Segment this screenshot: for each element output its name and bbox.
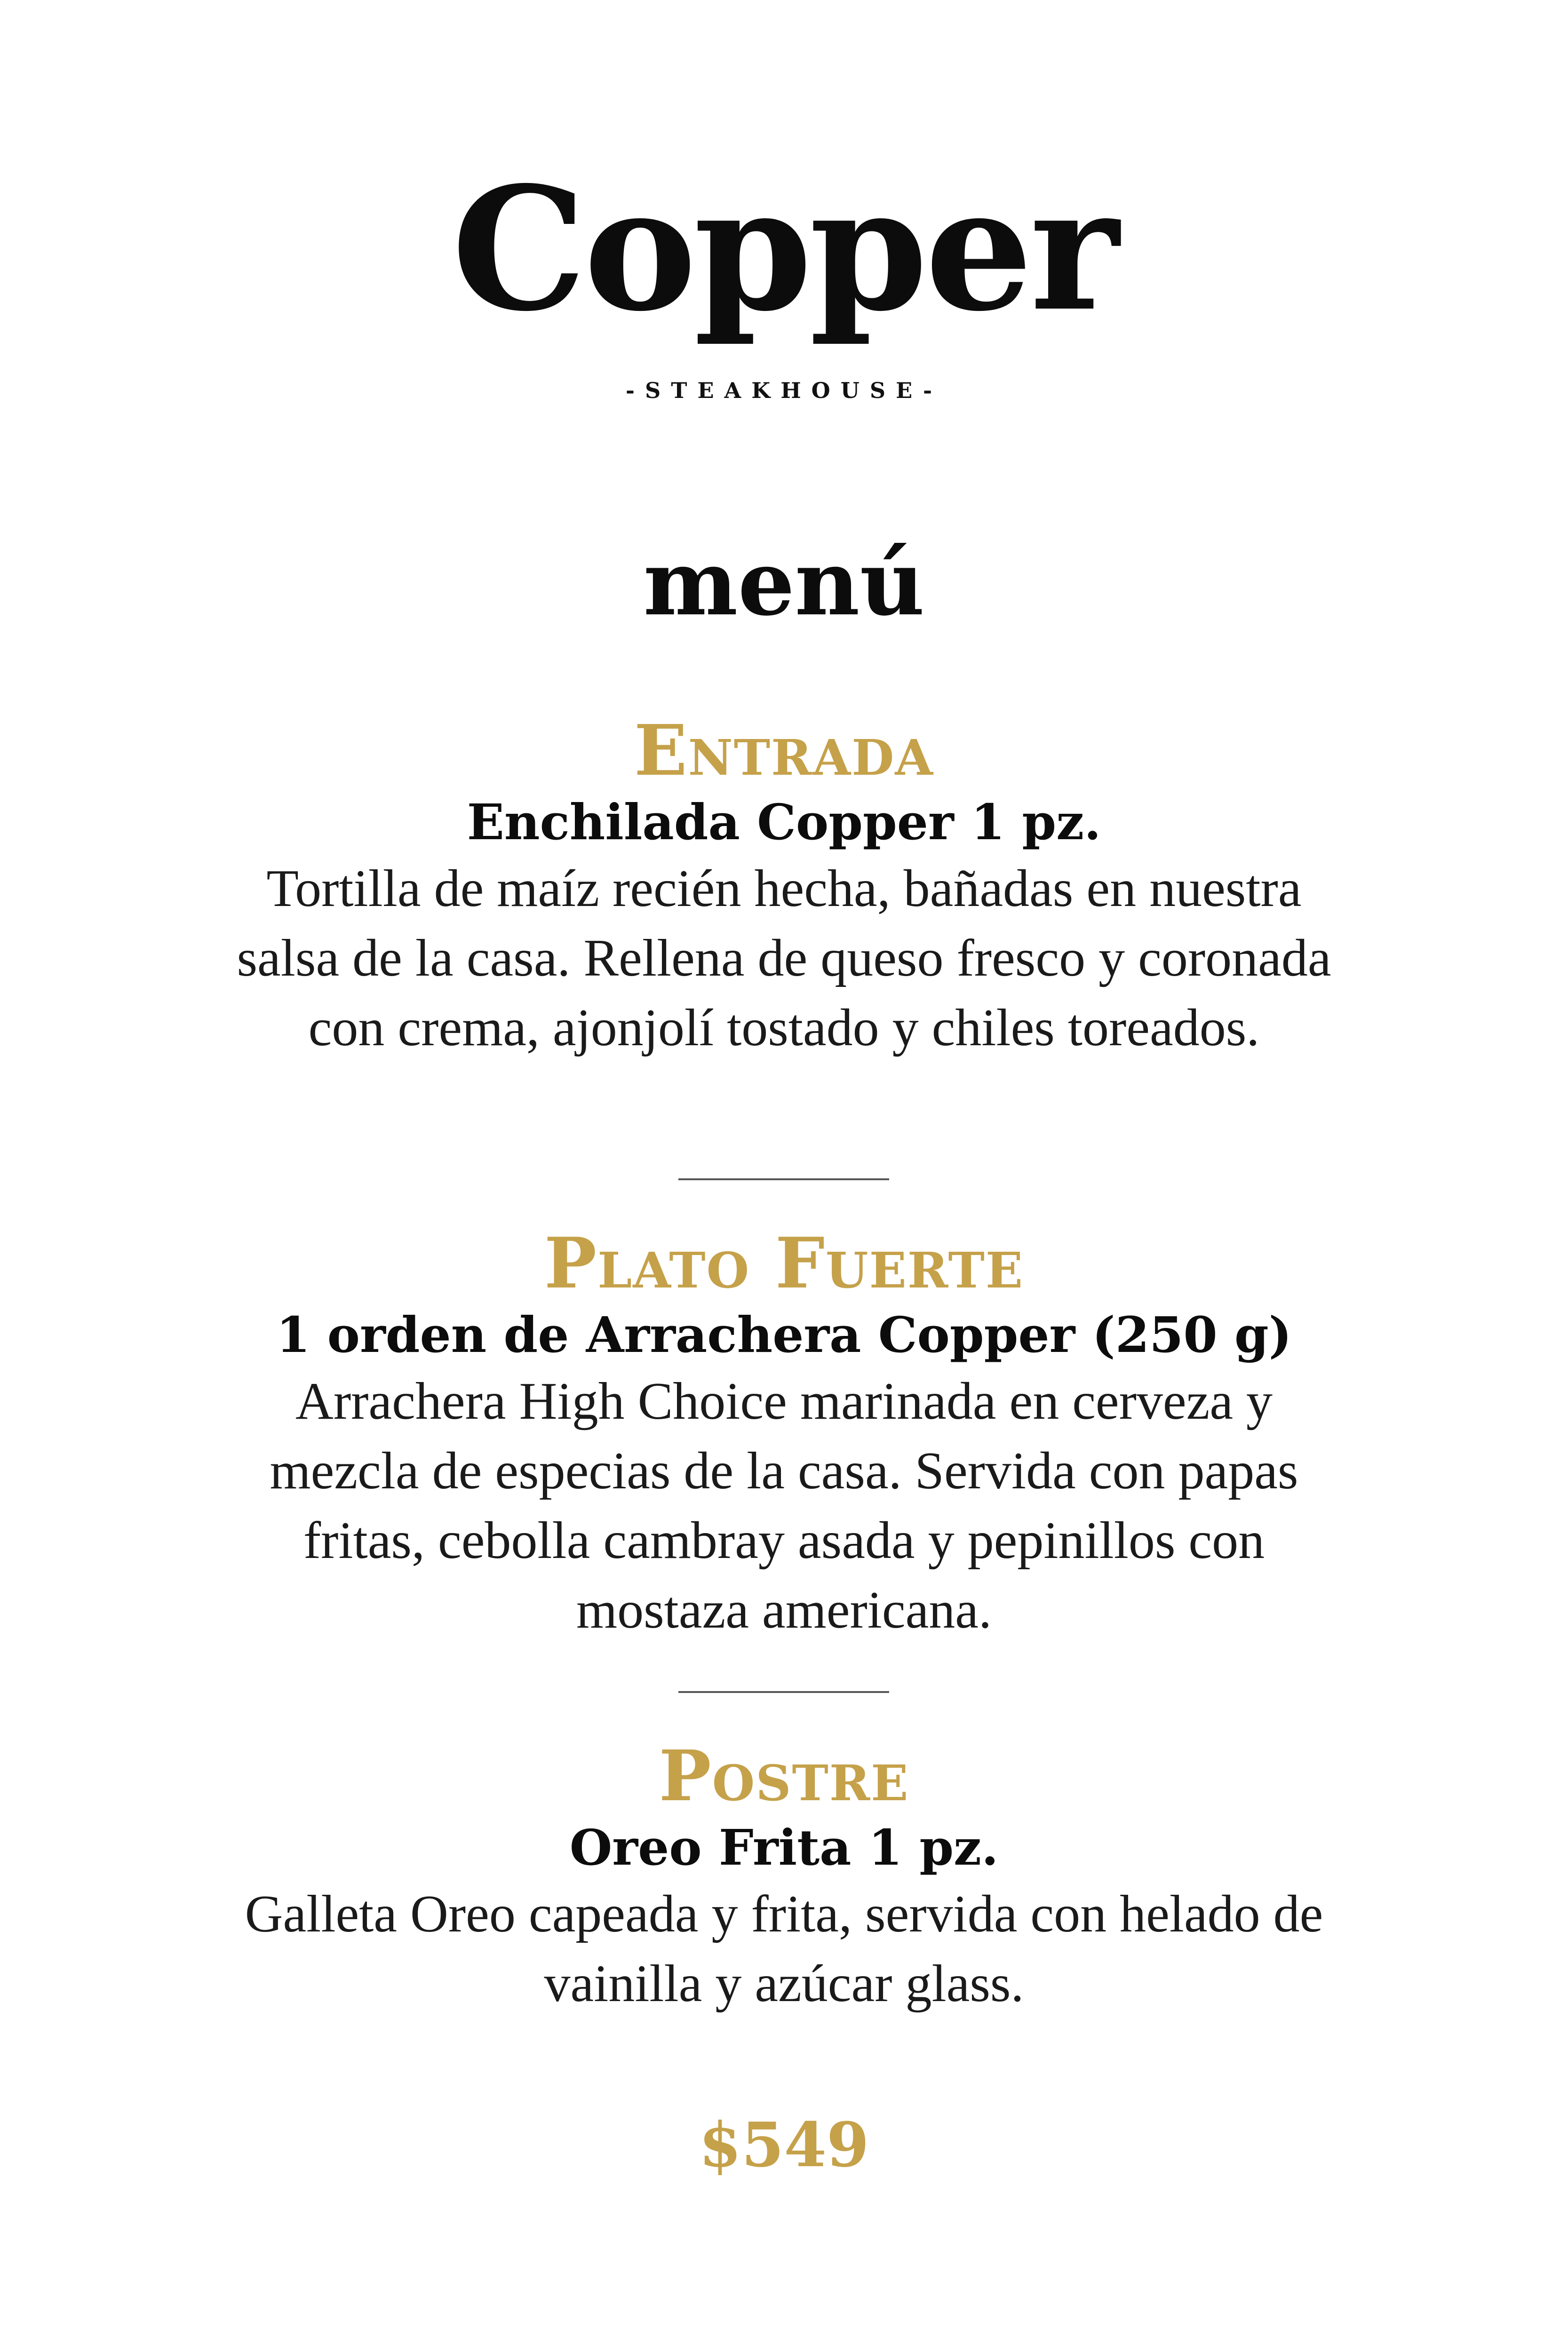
course-heading: Entrada <box>634 709 934 791</box>
course-plato-fuerte <box>0 1223 1568 1645</box>
menu-price: $549 <box>699 2109 869 2181</box>
dish-name: Oreo Frita 1 pz. <box>569 1819 999 1876</box>
dish-description: Arrachera High Choice marinada en cerveza y mezcla de especias de la casa. Servida con papas fritas, cebolla cambray asada y pepinillos con mostaza americana. <box>270 1372 1298 1639</box>
dish-description: Galleta Oreo capeada y frita, servida con helado de vainilla y azúcar glass. <box>245 1885 1323 2013</box>
course-heading: Postre <box>659 1735 909 1817</box>
brand-tagline: -STEAKHOUSE- <box>625 378 943 403</box>
section-divider <box>678 1178 889 1180</box>
dish-description: Tortilla de maíz recién hecha, bañadas en nuestra salsa de la casa. Rellena de queso fresco y coronada con crema, ajonjolí tostado y chiles toreados. <box>237 859 1331 1057</box>
course-heading: Plato Fuerte <box>544 1222 1024 1304</box>
brand-logo: Copper <box>452 150 1116 349</box>
section-divider <box>678 1691 889 1693</box>
menu-title: menú <box>643 531 925 636</box>
dish-name: Enchilada Copper 1 pz. <box>467 793 1101 851</box>
course-entrada <box>0 710 1568 1063</box>
course-postre <box>0 1736 1568 2018</box>
dish-name: 1 orden de Arrachera Copper (250 g) <box>276 1306 1292 1364</box>
